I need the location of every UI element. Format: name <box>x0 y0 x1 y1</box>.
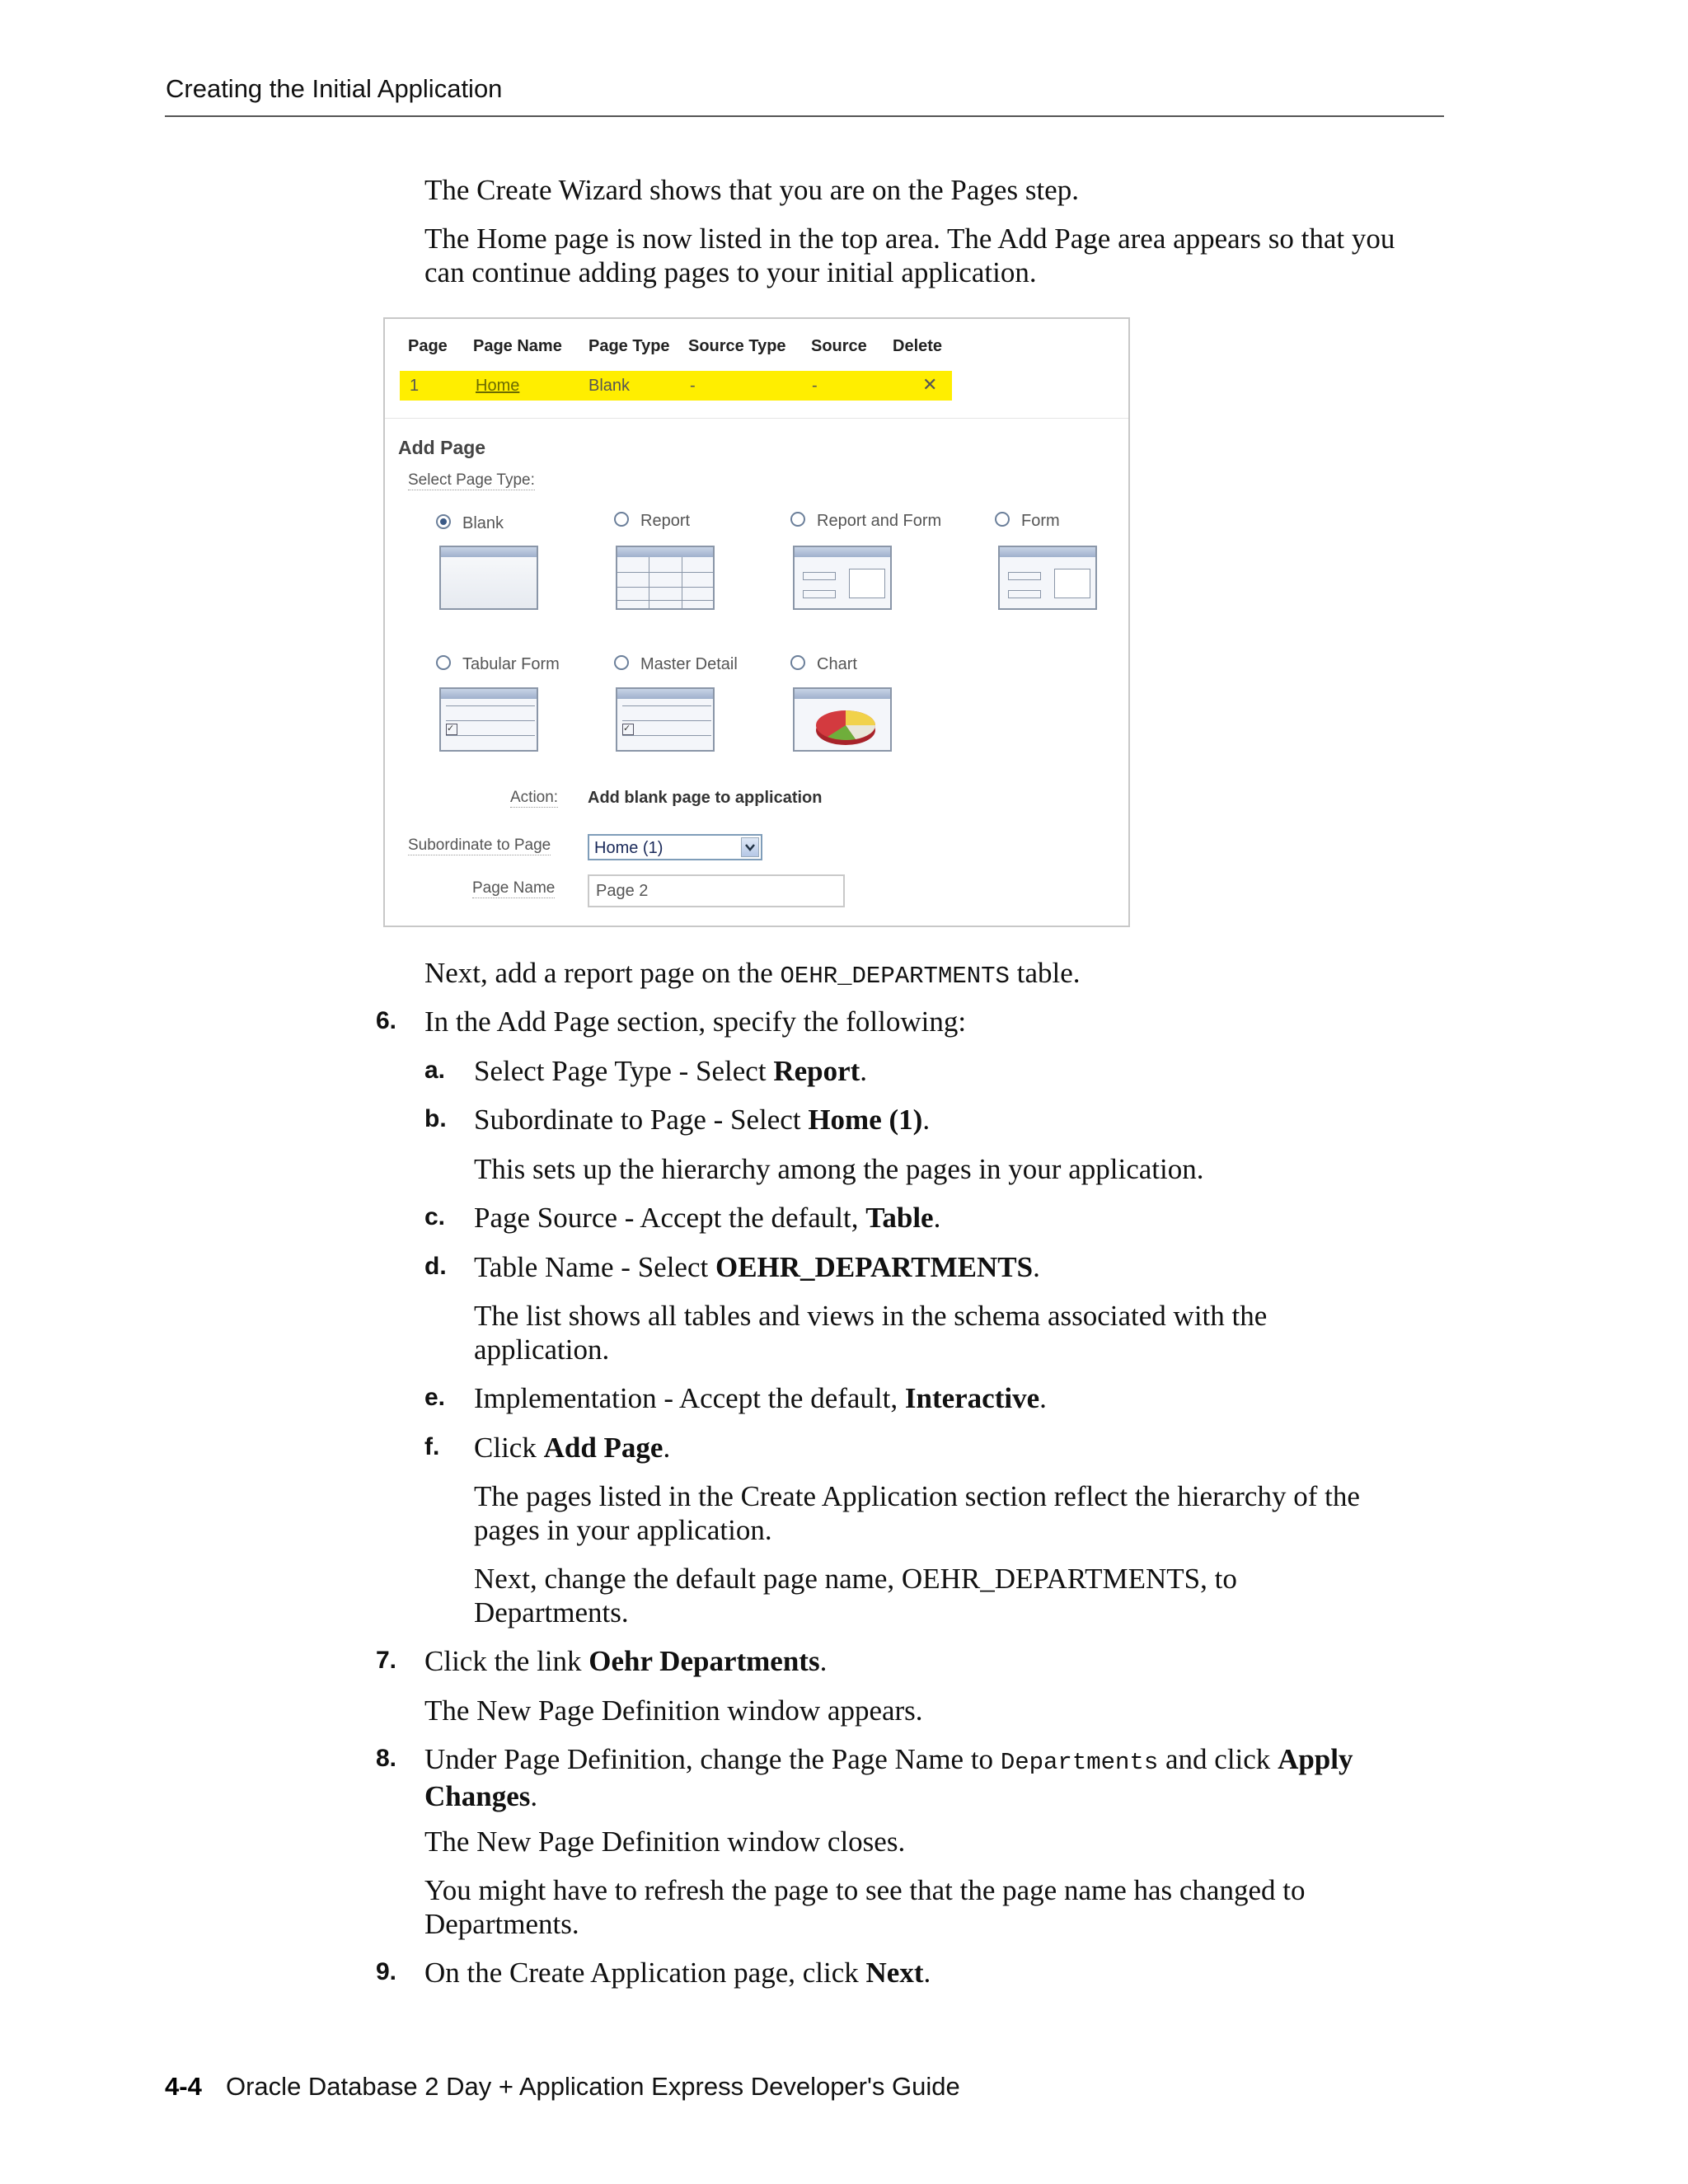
step-9-number: 9. <box>376 1958 397 1985</box>
step-9-text: On the Create Application page, click Next. <box>424 1957 931 1989</box>
add-page-title: Add Page <box>398 437 486 458</box>
page-name-input[interactable] <box>594 881 837 902</box>
column-header-delete: Delete <box>893 337 943 355</box>
radio-chart[interactable] <box>790 655 805 670</box>
option-label-blank: Blank <box>462 514 504 532</box>
substep-a-text: Select Page Type - Select Report. <box>474 1055 868 1087</box>
substep-d-note: The list shows all tables and views in the schema associated with the application. <box>474 1300 1268 1366</box>
substep-b-text: Subordinate to Page - Select Home (1). <box>474 1104 931 1136</box>
section-divider <box>385 418 1128 419</box>
form-thumbnail <box>998 546 1097 610</box>
radio-form[interactable] <box>995 512 1010 527</box>
cell-source-type: - <box>690 377 696 395</box>
column-header-source: Source <box>811 337 867 355</box>
select-page-type-label: Select Page Type: <box>408 471 535 489</box>
substep-e-letter: e. <box>424 1384 446 1411</box>
intro-paragraph-2: The Home page is now listed in the top area. The Add Page area appears so that you can continue adding pages to your initial application. <box>424 223 1395 288</box>
substep-f-note-2: Next, change the default page name, OEHR_DEPARTMENTS, to Departments. <box>474 1563 1237 1629</box>
subordinate-to-page-label: Subordinate to Page <box>408 837 551 854</box>
blank-page-thumbnail <box>439 546 538 610</box>
column-header-page-name: Page Name <box>473 337 562 355</box>
next-report-paragraph: Next, add a report page on the OEHR_DEPARTMENTS table. <box>424 957 1081 990</box>
subordinate-to-page-select[interactable] <box>588 834 762 860</box>
subordinate-select-value: Home (1) <box>594 839 663 857</box>
radio-report[interactable] <box>614 512 629 527</box>
action-value: Add blank page to application <box>588 789 823 807</box>
tabular-form-thumbnail: ✓ <box>439 687 538 752</box>
footer-page-number: 4-4 <box>165 2072 202 2101</box>
radio-blank[interactable] <box>436 514 451 529</box>
column-header-page-type: Page Type <box>588 337 670 355</box>
master-detail-thumbnail: ✓ <box>616 687 715 752</box>
substep-f-text: Click Add Page. <box>474 1432 671 1464</box>
substep-b-note: This sets up the hierarchy among the pages in your application. <box>474 1153 1204 1185</box>
step-8-number: 8. <box>376 1745 397 1772</box>
home-page-link[interactable]: Home <box>476 377 520 395</box>
substep-c-letter: c. <box>424 1203 446 1230</box>
column-header-source-type: Source Type <box>688 337 786 355</box>
step-8-note-1: The New Page Definition window closes. <box>424 1825 906 1858</box>
page-name-field[interactable] <box>588 874 845 907</box>
substep-a-letter: a. <box>424 1057 446 1084</box>
cell-source: - <box>812 377 818 395</box>
option-label-tabular-form: Tabular Form <box>462 655 560 673</box>
substep-f-note-1: The pages listed in the Create Application section reflect the hierarchy of the pages in your application. <box>474 1480 1360 1546</box>
substep-d-text: Table Name - Select OEHR_DEPARTMENTS. <box>474 1251 1040 1283</box>
option-label-form: Form <box>1021 512 1060 530</box>
step-8-text: Under Page Definition, change the Page Name to Departments and click Apply Changes. <box>424 1743 1353 1812</box>
radio-tabular-form[interactable] <box>436 655 451 670</box>
chart-thumbnail <box>793 687 892 752</box>
option-label-chart: Chart <box>817 655 857 673</box>
radio-master-detail[interactable] <box>614 655 629 670</box>
substep-d-letter: d. <box>424 1253 447 1280</box>
option-label-master-detail: Master Detail <box>640 655 738 673</box>
step-6-number: 6. <box>376 1007 397 1034</box>
option-label-report-and-form: Report and Form <box>817 512 942 530</box>
substep-c-text: Page Source - Accept the default, Table. <box>474 1202 941 1234</box>
cell-page-type: Blank <box>588 377 631 395</box>
step-7-note: The New Page Definition window appears. <box>424 1694 923 1727</box>
step-8-note-2: You might have to refresh the page to see that the page name has changed to Departments. <box>424 1874 1306 1940</box>
step-6-text: In the Add Page section, specify the following: <box>424 1005 967 1038</box>
footer-book-title: Oracle Database 2 Day + Application Express Developer's Guide <box>226 2072 960 2101</box>
pie-chart-icon <box>813 701 879 748</box>
cell-page: 1 <box>410 377 420 395</box>
step-7-text: Click the link Oehr Departments. <box>424 1645 828 1677</box>
option-label-report: Report <box>640 512 691 530</box>
substep-e-text: Implementation - Accept the default, Interactive. <box>474 1382 1047 1414</box>
header-rule <box>165 115 1444 117</box>
substep-f-letter: f. <box>424 1433 440 1460</box>
report-thumbnail <box>616 546 715 610</box>
running-header: Creating the Initial Application <box>166 74 503 103</box>
step-7-number: 7. <box>376 1647 397 1674</box>
substep-b-letter: b. <box>424 1105 447 1132</box>
action-label: Action: <box>510 789 559 806</box>
column-header-page: Page <box>408 337 448 355</box>
intro-paragraph-1: The Create Wizard shows that you are on the Pages step. <box>424 174 1079 206</box>
delete-icon[interactable]: ✕ <box>922 374 938 395</box>
chevron-down-icon[interactable] <box>741 837 759 857</box>
report-and-form-thumbnail <box>793 546 892 610</box>
radio-report-and-form[interactable] <box>790 512 805 527</box>
page-name-label: Page Name <box>472 879 556 897</box>
wizard-screenshot <box>383 317 1130 927</box>
